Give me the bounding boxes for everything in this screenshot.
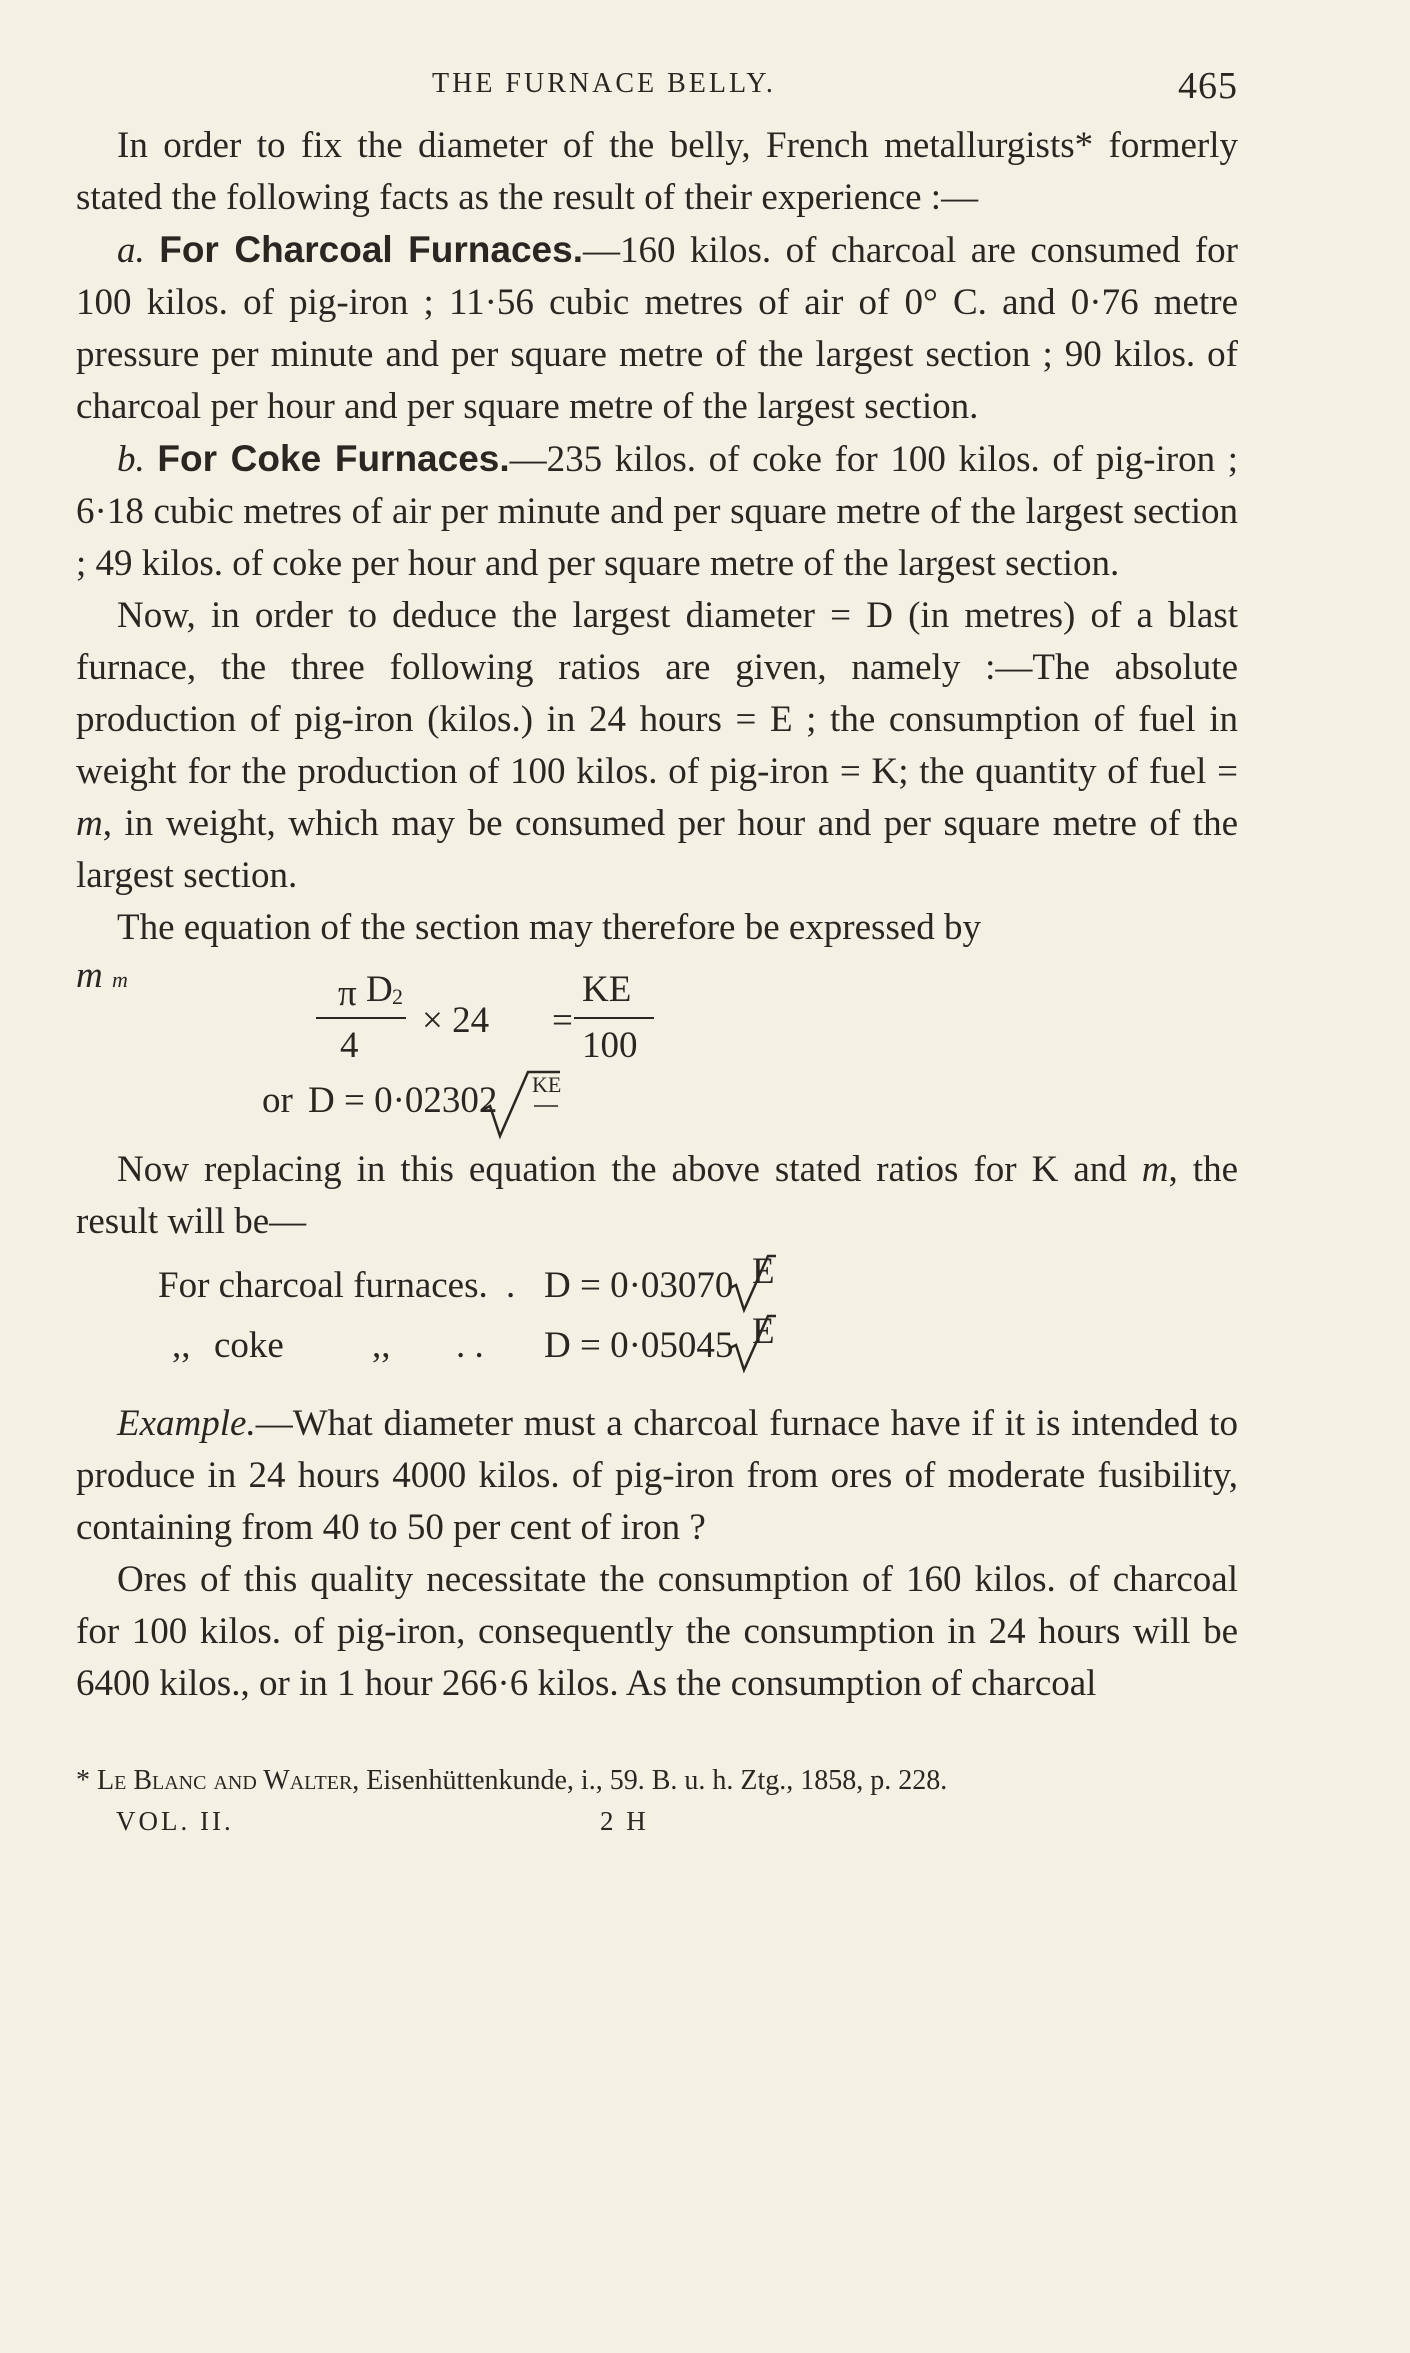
result-2-dots: . .	[456, 1325, 484, 1366]
paragraph-example	[76, 1398, 1238, 1554]
footnote	[76, 1760, 1238, 1802]
paragraph-coke	[76, 433, 1238, 590]
result-2-expr: D = 0·05045	[544, 1325, 734, 1366]
paragraph-intro: In order to fix the diameter of the belly, French metallurgists* formerly stated the following facts as the result of their experience :—	[76, 125, 1238, 218]
paragraph-ores: Ores of this quality necessitate the consumption of 160 kilos. of charcoal for 100 kilos. of pig-iron, consequently the consumption in 24 hours will be 6400 kilos., or in 1 hour 266·6 kilos. As the consumption of charcoal	[76, 1559, 1238, 1704]
running-header	[76, 60, 1238, 120]
replacing-text-1: Now replacing in this equation the above stated ratios for K and	[117, 1149, 1142, 1190]
ratios-text-2: , in weight, which may be consumed per hour and per square metre of the largest section.	[76, 803, 1238, 896]
paragraph-charcoal	[76, 224, 1238, 433]
eq-or: or	[262, 1080, 293, 1121]
replacing-text-2: , the result will be—	[76, 1149, 1239, 1242]
eq-rad-num: KE	[532, 1072, 562, 1097]
eq-rad-den: m	[111, 967, 128, 992]
eq-fraction-bar-left	[316, 1017, 406, 1019]
heading-coke: For Coke Furnaces.	[157, 438, 510, 479]
page-number: 465	[1178, 65, 1238, 107]
ratios-text-1: Now, in order to deduce the largest diameter = D (in metres) of a blast furnace, the three following ratios are given, namely :—The absolute production of pig-iron (kilos.) in 24 hours = E ; the consumption of fuel in weight for the production of 100 kilos. of pig-iron = K; the quantity of fuel =	[76, 595, 1238, 792]
text-charcoal: —160 kilos. of charcoal are consumed for 100 kilos. of pig-iron ; 11·56 cubic metres of air of 0° C. and 0·76 metre pressure per minute and per square metre of the largest section ; 90 kilos. of charcoal per hour and per square metre of the largest section.	[76, 230, 1239, 427]
footnote-star: *	[76, 1765, 90, 1796]
var-m: m	[76, 803, 103, 844]
eq-equals: =	[552, 1000, 573, 1041]
result-1-rad: E	[752, 1251, 775, 1292]
eq-d-expr: D = 0·02302	[308, 1080, 498, 1121]
text-coke: —235 kilos. of coke for 100 kilos. of pig-iron ; 6·18 cubic metres of air per minute and per square metre of the largest section ; 49 kilos. of coke per hour and per square metre of the largest section.	[76, 439, 1239, 584]
eq-ke: KE	[582, 969, 632, 1010]
eq-sub2: 2	[392, 984, 403, 1009]
result-2-label: coke	[214, 1325, 284, 1366]
eq-hundred: 100	[582, 1025, 638, 1066]
equation-block	[76, 954, 1238, 1144]
result-2-ditto-2: ,,	[372, 1325, 391, 1366]
result-1-expr: D = 0·03070	[544, 1265, 734, 1306]
result-2-ditto-1: ,,	[172, 1325, 191, 1366]
footnote-authors: Le Blanc and Walter,	[97, 1765, 360, 1796]
eq-fraction-bar-right	[574, 1017, 654, 1019]
results-table	[76, 1248, 1238, 1398]
footnote-source: Eisenhüttenkunde, i., 59. B. u. h. Ztg., 1858, p. 228.	[359, 1765, 948, 1796]
eq-m: m	[76, 955, 103, 996]
signature-line	[76, 1802, 1238, 1850]
page	[76, 60, 1238, 1850]
signature-mark: 2 H	[600, 1806, 649, 1836]
var-m-2: m	[1141, 1149, 1169, 1190]
label-a: a.	[117, 230, 145, 271]
result-1-label: For charcoal furnaces.	[158, 1265, 488, 1306]
eq-pi: π	[338, 973, 357, 1014]
signature-volume: VOL. II.	[116, 1806, 234, 1836]
eq-times: × 24	[422, 1000, 490, 1041]
paragraph-replacing	[76, 1144, 1238, 1248]
eq-d: D	[366, 969, 393, 1010]
eq-four: 4	[340, 1025, 359, 1066]
example-text: —What diameter must a charcoal furnace have if it is intended to produce in 24 hours 4000 kilos. of pig-iron from ores of moderate fusibility, containing from 40 to 50 per cent of iron ?	[76, 1403, 1238, 1548]
example-label: Example.	[117, 1403, 256, 1444]
label-b: b.	[117, 439, 145, 480]
heading-charcoal: For Charcoal Furnaces.	[159, 229, 583, 270]
running-title: THE FURNACE BELLY.	[432, 68, 776, 99]
paragraph-ratios	[76, 590, 1238, 902]
paragraph-equation-intro: The equation of the section may therefore be expressed by	[117, 907, 982, 948]
result-2-rad: E	[752, 1311, 775, 1352]
result-1-dot: .	[506, 1265, 516, 1306]
